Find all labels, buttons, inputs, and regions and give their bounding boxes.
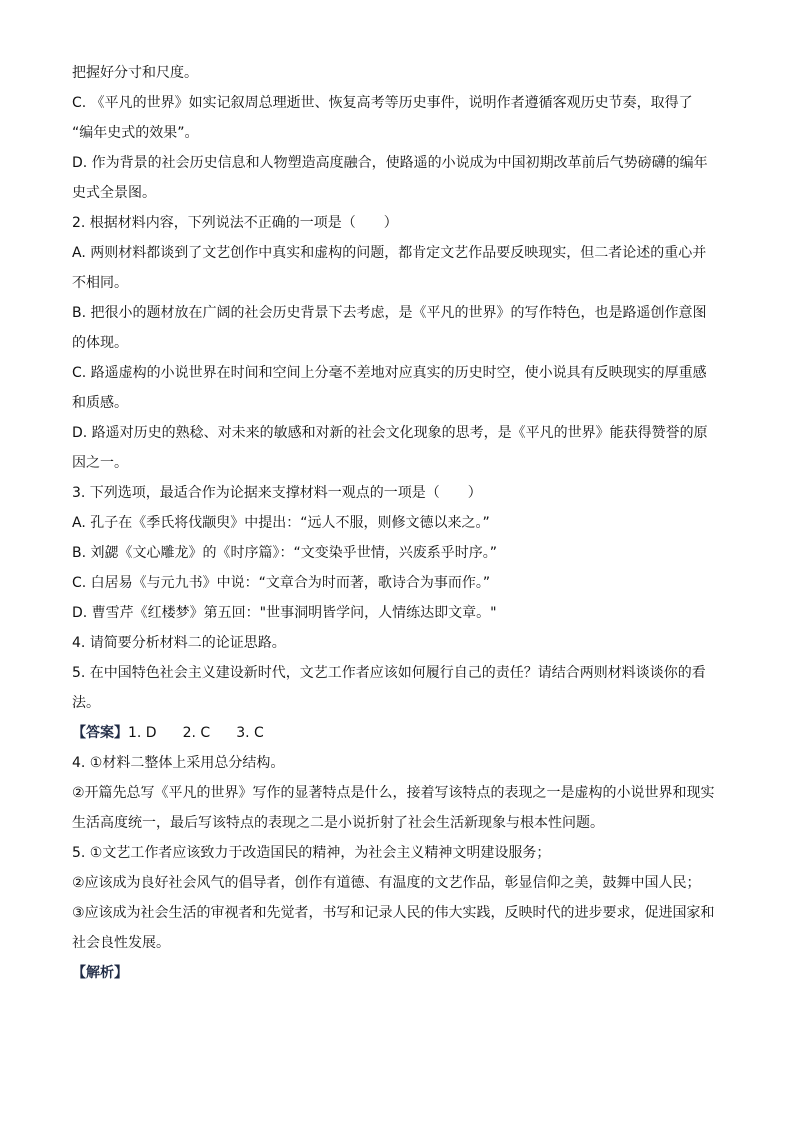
text-line: 把握好分寸和尺度。 (72, 65, 198, 81)
option-d-line-2: 史式全景图。 (72, 185, 156, 201)
q2-option-c-line-1: C. 路遥虚构的小说世界在时间和空间上分毫不差地对应真实的历史时空，使小说具有反映现实的厚重感 (72, 365, 707, 381)
analysis-label: 【解析】 (72, 965, 128, 981)
q2-option-d-line-1: D. 路遥对历史的熟稔、对未来的敏感和对新的社会文化现象的思考，是《平凡的世界》能获得赞誉的原 (72, 425, 708, 441)
answer-5-line-4: 社会良性发展。 (72, 935, 170, 951)
q3-option-c: C. 白居易《与元九书》中说：“文章合为时而著，歌诗合为事而作。” (72, 575, 491, 591)
answer-5-line-2: ②应该成为良好社会风气的倡导者，创作有道德、有温度的文艺作品，彰显信仰之美，鼓舞中国人民； (72, 875, 701, 891)
q3-option-a: A. 孔子在《季氏将伐颛臾》中提出：“远人不服，则修文德以来之。” (72, 515, 490, 531)
answer-5-line-1: 5. ①文艺工作者应该致力于改造国民的精神，为社会主义精神文明建设服务； (72, 845, 551, 861)
option-c-line-1: C. 《平凡的世界》如实记叙周总理逝世、恢复高考等历史事件，说明作者遵循客观历史节奏，取得了 (72, 95, 693, 111)
answer-line (72, 724, 724, 743)
question-3: 3. 下列选项，最适合作为论据来支撑材料一观点的一项是（ ） (72, 485, 482, 501)
answer-item: 2. C (182, 725, 211, 741)
q2-option-b-line-1: B. 把很小的题材放在广阔的社会历史背景下去考虑，是《平凡的世界》的写作特色，也是路遥创作意图 (72, 305, 707, 321)
q2-option-a-line-2: 不相同。 (72, 275, 128, 291)
q3-option-b: B. 刘勰《文心雕龙》的《时序篇》：“文变染乎世情，兴废系乎时序。” (72, 545, 498, 561)
option-d-line-1: D. 作为背景的社会历史信息和人物塑造高度融合，使路遥的小说成为中国初期改革前后气势磅礴的编年 (72, 155, 708, 171)
q3-option-d: D. 曹雪芹《红楼梦》第五回："世事洞明皆学问，人情练达即文章。" (72, 605, 497, 621)
answer-4-line-3: 生活高度统一，最后写该特点的表现之二是小说折射了社会生活新现象与根本性问题。 (72, 815, 604, 831)
question-5-line-2: 法。 (72, 695, 100, 711)
answer-5-line-3: ③应该成为社会生活的审视者和先觉者，书写和记录人民的伟大实践，反映时代的进步要求，促进国家和 (72, 905, 715, 921)
q2-option-a-line-1: A. 两则材料都谈到了文艺创作中真实和虚构的问题，都肯定文艺作品要反映现实，但二者论述的重心并 (72, 245, 707, 261)
q2-option-b-line-2: 的体现。 (72, 335, 128, 351)
question-2: 2. 根据材料内容，下列说法不正确的一项是（ ） (72, 215, 398, 231)
q2-option-d-line-2: 因之一。 (72, 455, 128, 471)
question-4: 4. 请简要分析材料二的论证思路。 (72, 635, 286, 651)
document-page (72, 64, 724, 994)
answer-4-line-2: ②开篇先总写《平凡的世界》写作的显著特点是什么，接着写该特点的表现之一是虚构的小说世界和现实 (72, 785, 715, 801)
question-5-line-1: 5. 在中国特色社会主义建设新时代，文艺工作者应该如何履行自己的责任？请结合两则材料谈谈你的看 (72, 665, 706, 681)
q2-option-c-line-2: 和质感。 (72, 395, 128, 411)
answer-4-line-1: 4. ①材料二整体上采用总分结构。 (72, 755, 285, 771)
answer-label: 【答案】 (72, 725, 128, 741)
answer-item: 3. C (236, 725, 264, 741)
option-c-line-2: “编年史式的效果”。 (72, 125, 199, 141)
answer-item: 1. D (128, 725, 157, 741)
